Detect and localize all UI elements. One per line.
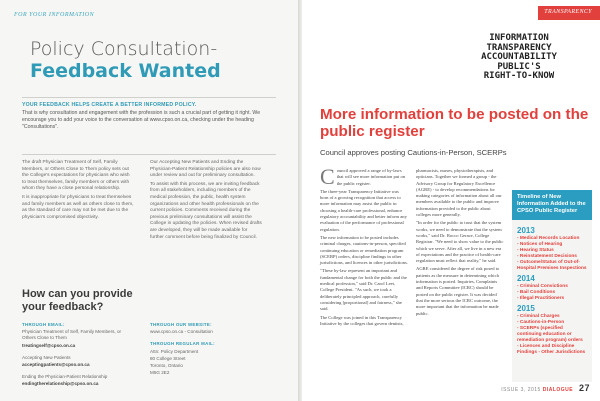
timeline-year: 2014 [517, 274, 535, 283]
timeline-item: - Bail Conditions [517, 290, 556, 295]
paragraph: "In order for the public to trust that the system works, we need to demonstrate that the system works," said Dr. Rocco Gerace, College Registrar. "We need to show value to the public which we serve. After all, we live in a new era of expectations and the practice of health-care regulation must reflect that reality," he said. [416, 220, 504, 264]
paragraph: The new information to be posted includes criminal charges, cautions-in-person, specified continuing education or remediation program (SCERP) orders, discipline findings in other jurisdictions, and licences in other jurisdictions. [320, 234, 408, 266]
web-and-mail-contacts [150, 322, 260, 377]
keyword: INFORMATION [489, 33, 549, 43]
timeline-year: 2013 [517, 226, 535, 235]
paragraph: The draft Physician Treatment of Self, Family Members, or Others Close to Them policy sets out the College's expectations for physicians who wish to treat themselves, family members or others with whom they have a close personal relationship. [22, 160, 130, 192]
email-policy-2: Accepting New Patients [22, 354, 71, 360]
running-head: FOR YOUR INFORMATION [14, 12, 95, 18]
paragraph: To assist with this process, we are inviting feedback from all stakeholders, including members of the medical profession, the public, health system organizations and other health professionals on the current policies. Comments received during the previous preliminary consultations will assist the College in updating the policies. When revised drafts are developed, they will be made available for further comment before being finalized by Council. [150, 181, 262, 240]
paragraph: It is inappropriate for physicians to treat themselves and family members as well as others close to them, as the standard of care may not be met due to the physician's compromised objectivity. [22, 194, 134, 220]
drop-cap: C [320, 164, 335, 189]
paragraph: Council approved a range of by-laws that will see more information put on the public register. [320, 164, 406, 189]
timeline-item: - Licences and Discipline Findings - Other Jurisdictions [517, 344, 586, 355]
intro-body: That is why consultation and engagement with the profession is such a crucial part of getting it right. We encourage you to add your voice to the conversation at www.cpso.on.ca, checking under the heading "Consultations". [22, 110, 261, 130]
timeline-item: - Medical Records Location [517, 236, 580, 241]
email-address-3[interactable]: endingtherelationship@cpso.on.ca [22, 381, 99, 387]
timeline-year: 2015 [517, 304, 535, 313]
article-headline: More information to be posted on the public register [320, 106, 589, 140]
timeline-item: - Illegal Practitioners [517, 296, 565, 301]
mail-line: Attn: Policy Department [150, 348, 199, 354]
article-column-2 [416, 168, 504, 388]
section-badge-label: TRANSPARENCY [544, 9, 592, 15]
feedback-heading [22, 288, 133, 314]
page-footer [501, 383, 590, 393]
keyword-stack [456, 34, 582, 82]
mail-line: Toronto, Ontario [150, 363, 183, 369]
website-label: THROUGH OUR WEBSITE: [150, 322, 212, 327]
timeline-body [512, 220, 592, 360]
email-contacts [22, 322, 132, 389]
timeline-item: - Reinstatement Decisions [517, 254, 577, 259]
website-link[interactable]: www.cpso.on.ca - Consultation [150, 329, 213, 335]
paragraph: "These by-law represent an important and fundamental change for both the public and the medical profession," said Dr. Carol Leet, College President. "As such, we took a deliberately principled approach, carefully considering [proportional] and fairness," she said. [320, 268, 407, 312]
page-title [30, 38, 288, 82]
footer-issue: ISSUE 3, 2015 [501, 387, 541, 393]
footer-publication: DIALOGUE [542, 387, 574, 393]
intro-box [22, 97, 276, 155]
keyword: RIGHT-TO-KNOW [483, 71, 555, 82]
left-page [0, 0, 298, 401]
timeline-item: - Cautions-in-Person [517, 320, 565, 325]
right-page [302, 0, 600, 401]
keyword: ACCOUNTABILITY [481, 52, 557, 63]
feedback-heading-line-2: your feedback? [22, 301, 104, 313]
section-badge [538, 6, 600, 20]
mail-line: M5G 2E2 [150, 370, 170, 376]
timeline-sidebar [512, 190, 592, 382]
paragraph: pharmacists, nurses, physiotherapists, and opticians. Together we formed a group - the Advisory Group for Regulatory Excellence (AGRE) - to develop recommendations for making categories of information about all our members available to the public and improve information provided to the public about colleges more generally. [416, 168, 502, 218]
mail-line: 80 College Street [150, 355, 186, 361]
timeline-item: - Outcome/Status of Out-of-Hospital Premises Inspections [517, 260, 587, 271]
left-column-a [22, 160, 134, 223]
paragraph: AGRE considered the degree of risk posed to patients as the measure in determining which information is posted. Inquiries, Complaints and Reports Committee (ICRC) should be posted on the public register. It was decided that the more serious the ICRC outcome, the more important that the information be made public. [416, 266, 500, 316]
page-number: 27 [578, 383, 590, 393]
timeline-item: - Hearing Status [517, 248, 554, 253]
article-body [320, 164, 504, 388]
article-column-1 [320, 164, 408, 388]
paragraph: The three-year Transparency Initiative was born of a growing recognition that access to more information may assist the public in choosing a health-care professional, enhance regulatory accountability and better inform any evaluation of the performance of professional regulation. [320, 188, 407, 232]
title-line-1: Policy Consultation- [30, 38, 218, 60]
keyword: PUBLIC'S [497, 61, 541, 72]
paragraph: Our Accepting New Patients and Ending the Physician-Patient Relationship policies are also now under review and out for preliminary consultation. [150, 160, 261, 179]
email-label: THROUGH EMAIL: [22, 322, 65, 327]
timeline-item: - SCERPs (specified continuing education or remediation program) orders [517, 326, 583, 343]
left-column-b [150, 160, 262, 243]
email-address-1[interactable]: treatingself@cpso.on.ca [22, 342, 76, 348]
email-policy-3: Ending the Physician-Patient Relationship [22, 374, 108, 380]
email-policy-1: Physician Treatment of Self, Family Members, or Others Close to Them [22, 329, 122, 341]
article-subhead: Council approves posting Cautions-in-Person, SCERPs [320, 148, 507, 157]
title-line-2: Feedback Wanted [30, 60, 221, 82]
mail-label: THROUGH REGULAR MAIL: [150, 341, 215, 347]
keyword: TRANSPARENCY [486, 42, 552, 53]
timeline-item: - Criminal Convictions [517, 284, 568, 289]
timeline-item: - Criminal Charges [517, 314, 560, 319]
timeline-item: - Notices of Hearing [517, 242, 563, 247]
timeline-title: Timeline of New Information Added to the CPSO Public Register [512, 190, 592, 220]
paragraph: The College was joined in this Transparency Initiative by the colleges that govern dentists, [320, 314, 404, 326]
email-address-2[interactable]: acceptingpatients@cpso.on.ca [22, 362, 90, 368]
feedback-heading-line-1: How can you provide [22, 288, 133, 300]
intro-heading: YOUR FEEDBACK HELPS CREATE A BETTER INFORMED POLICY. [22, 102, 197, 108]
